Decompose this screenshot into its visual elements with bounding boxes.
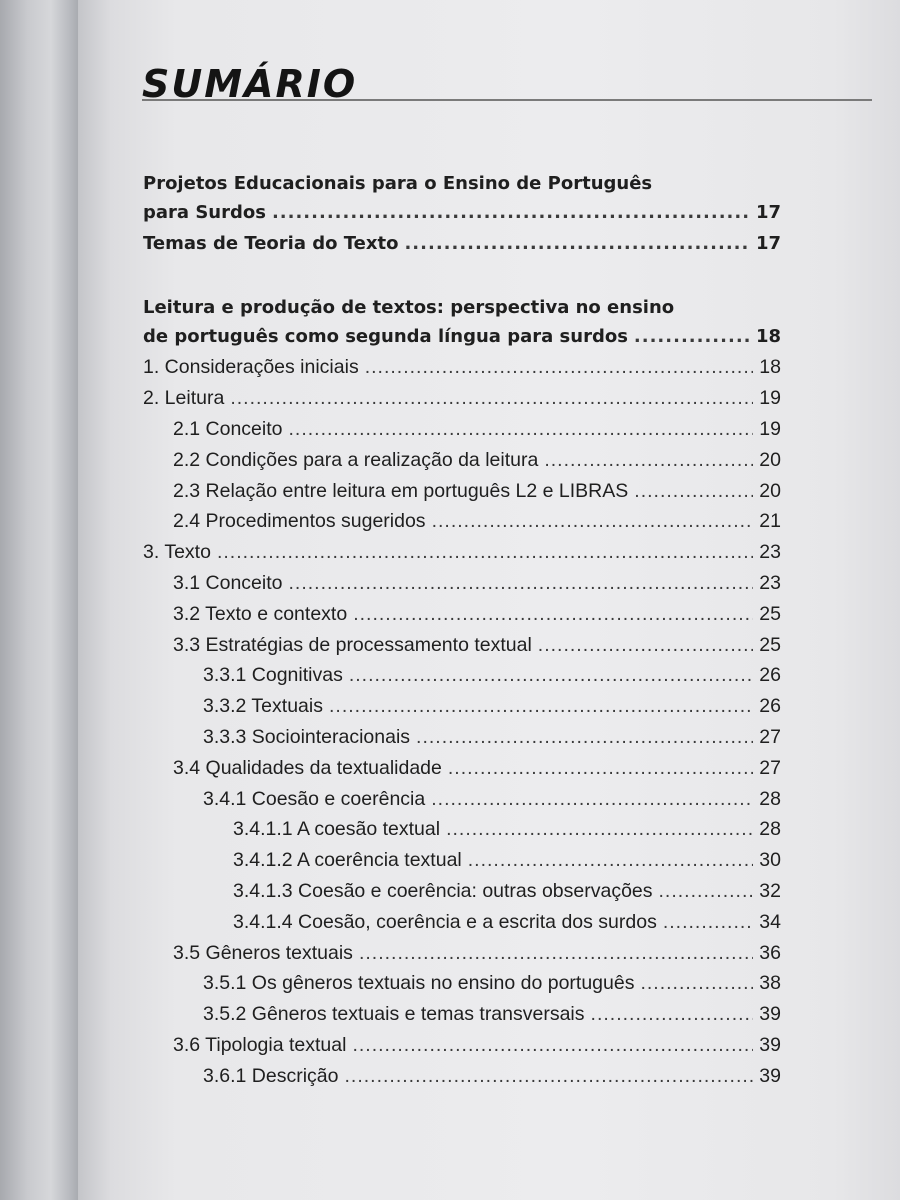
toc-entry	[143, 691, 783, 722]
toc-entry-title: 3.3 Estratégias de processamento textual	[173, 633, 532, 656]
toc-entry-title: 3.3.2 Textuais	[203, 695, 323, 718]
dot-leader	[404, 229, 749, 260]
page-number: 28	[759, 787, 781, 810]
toc-section-title: de português como segunda língua para surdos	[143, 325, 628, 347]
page-number: 36	[759, 941, 781, 964]
page-number: 23	[759, 541, 781, 564]
page-number: 27	[759, 725, 781, 748]
dot-leader	[432, 506, 753, 537]
toc-entry	[143, 568, 783, 599]
toc-entry-title: 3.6 Tipologia textual	[173, 1033, 347, 1056]
toc-entry	[143, 1030, 783, 1061]
toc-entry-title: 2.4 Procedimentos sugeridos	[173, 510, 426, 533]
toc-entry-title: 2.1 Conceito	[173, 417, 283, 440]
page-number: 39	[759, 1064, 781, 1087]
toc-entry	[143, 660, 783, 691]
toc-entry-title: 2.2 Condições para a realização da leitura	[173, 448, 539, 471]
toc-entry	[143, 753, 783, 784]
toc-entry	[143, 999, 783, 1030]
page-number: 17	[755, 202, 781, 223]
toc-entry-title: 3.5 Gêneros textuais	[173, 941, 353, 964]
toc-entry	[143, 814, 783, 845]
page-number: 19	[759, 387, 781, 410]
dot-leader	[353, 599, 753, 630]
toc-entry	[143, 476, 783, 507]
dot-leader	[634, 476, 753, 507]
toc-section-title: Temas de Teoria do Texto	[143, 232, 399, 254]
page-number: 20	[759, 479, 781, 502]
toc-entry-title: 3.3.1 Cognitivas	[203, 664, 343, 687]
dot-leader	[431, 784, 753, 815]
page-title: SUMÁRIO	[142, 62, 358, 106]
page-number: 26	[759, 664, 781, 687]
dot-leader	[659, 876, 753, 907]
toc-section-heading	[143, 198, 783, 229]
page-number: 23	[759, 571, 781, 594]
dot-leader	[344, 1061, 753, 1092]
dot-leader	[663, 907, 753, 938]
page-number: 39	[759, 1003, 781, 1026]
page-number: 17	[755, 232, 781, 254]
page-number: 27	[759, 756, 781, 779]
toc-entry-title: 2. Leitura	[143, 387, 225, 410]
toc-entry	[143, 876, 783, 907]
toc-entry	[143, 845, 783, 876]
toc-entry	[143, 907, 783, 938]
toc-entry-title: 3.6.1 Descrição	[203, 1064, 339, 1087]
page-number: 20	[759, 448, 781, 471]
page-number: 25	[759, 602, 781, 625]
toc-entry-title: 3.4.1.2 A coerência textual	[233, 849, 462, 872]
dot-leader	[352, 1030, 753, 1061]
dot-leader	[289, 414, 754, 445]
toc-section-title: Leitura e produção de textos: perspectiva no ensino	[143, 296, 675, 318]
page-number: 19	[759, 417, 781, 440]
toc-entry-title: 3.4.1.3 Coesão e coerência: outras observações	[233, 879, 653, 902]
dot-leader	[217, 537, 753, 568]
toc-section-title: para Surdos	[143, 202, 266, 223]
toc-entry-title: 3.5.1 Os gêneros textuais no ensino do português	[203, 972, 635, 995]
dot-leader	[230, 383, 753, 414]
toc-entry	[143, 722, 783, 753]
toc-entry-title: 3.4 Qualidades da textualidade	[173, 756, 442, 779]
dot-leader	[272, 198, 750, 229]
dot-leader	[468, 845, 753, 876]
toc-section-heading	[143, 294, 783, 322]
page-number: 28	[759, 818, 781, 841]
section-gap	[143, 260, 783, 294]
toc-entry	[143, 445, 783, 476]
toc-entry	[143, 599, 783, 630]
toc-entry-title: 3.5.2 Gêneros textuais e temas transversais	[203, 1003, 585, 1026]
toc-entry-title: 3.4.1 Coesão e coerência	[203, 787, 426, 810]
toc-entry	[143, 537, 783, 568]
toc-entry-title: 3.1 Conceito	[173, 571, 283, 594]
page-number: 38	[759, 972, 781, 995]
page-number: 25	[759, 633, 781, 656]
page-number: 18	[755, 325, 781, 347]
toc-entry	[143, 1061, 783, 1092]
dot-leader	[448, 753, 753, 784]
toc-entry	[143, 352, 783, 383]
page-number: 18	[759, 356, 781, 379]
toc-entry	[143, 383, 783, 414]
dot-leader	[538, 630, 753, 661]
dot-leader	[359, 938, 753, 969]
toc-entry	[143, 506, 783, 537]
page-number: 32	[759, 879, 781, 902]
dot-leader	[634, 322, 750, 353]
dot-leader	[591, 999, 753, 1030]
page-number: 26	[759, 695, 781, 718]
dot-leader	[365, 352, 753, 383]
dot-leader	[640, 968, 753, 999]
toc-entry-title: 3.4.1.4 Coesão, coerência e a escrita dos surdos	[233, 910, 657, 933]
page-number: 30	[759, 849, 781, 872]
table-of-contents	[143, 170, 783, 1092]
dot-leader	[349, 660, 753, 691]
title-underline	[142, 99, 872, 101]
page-number: 39	[759, 1033, 781, 1056]
toc-entry-title: 2.3 Relação entre leitura em português L2 e LIBRAS	[173, 479, 629, 502]
dot-leader	[544, 445, 753, 476]
dot-leader	[289, 568, 754, 599]
toc-section-heading	[143, 229, 783, 260]
dot-leader	[416, 722, 753, 753]
toc-entry-title: 1. Considerações iniciais	[143, 356, 359, 379]
toc-entry	[143, 414, 783, 445]
toc-entry	[143, 968, 783, 999]
dot-leader	[329, 691, 753, 722]
page-number: 21	[759, 510, 781, 533]
page-number: 34	[759, 910, 781, 933]
dot-leader	[446, 814, 753, 845]
toc-section-heading	[143, 322, 783, 353]
toc-entry	[143, 630, 783, 661]
toc-entry-title: 3.2 Texto e contexto	[173, 602, 348, 625]
toc-section-heading	[143, 170, 783, 198]
toc-entry-title: 3.4.1.1 A coesão textual	[233, 818, 441, 841]
toc-entry-title: 3.3.3 Sociointeracionais	[203, 725, 411, 748]
toc-entry	[143, 784, 783, 815]
toc-entry-title: 3. Texto	[143, 541, 211, 564]
toc-entry	[143, 938, 783, 969]
toc-section-title: Projetos Educacionais para o Ensino de Português	[143, 173, 653, 194]
